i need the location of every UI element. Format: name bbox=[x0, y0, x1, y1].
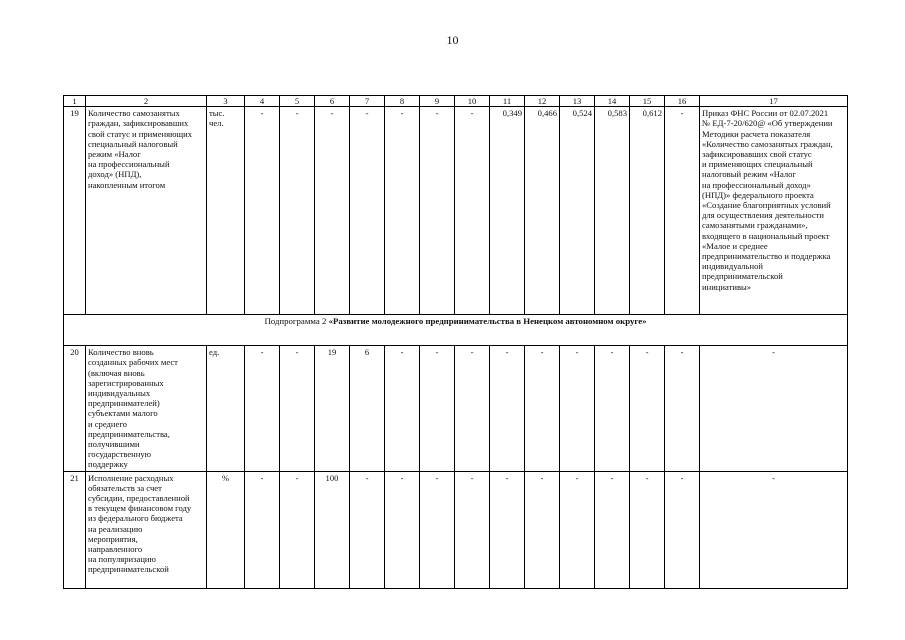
unit: % bbox=[207, 471, 245, 588]
value-cell: - bbox=[525, 471, 560, 588]
value-cell: - bbox=[420, 346, 455, 471]
value-cell: - bbox=[455, 471, 490, 588]
header-cell: 1 bbox=[64, 96, 86, 107]
value-cell: - bbox=[245, 471, 280, 588]
source-document: - bbox=[700, 346, 848, 471]
table-row bbox=[64, 346, 848, 471]
value-cell: 100 bbox=[315, 471, 350, 588]
subprogram-row bbox=[64, 315, 848, 346]
header-cell: 16 bbox=[665, 96, 700, 107]
header-cell: 3 bbox=[207, 96, 245, 107]
value-cell: 19 bbox=[315, 346, 350, 471]
value-cell: 0,612 bbox=[630, 107, 665, 315]
header-cell: 7 bbox=[350, 96, 385, 107]
value-cell: - bbox=[280, 346, 315, 471]
source-document: Приказ ФНС России от 02.07.2021 № ЕД-7-20/620@ «Об утверждении Методики расчета показателя «Количество самозанятых граждан, зафиксировавших свой статус и применяющих специальный налоговый режим «Налог на профессиональный доход» (НПД)» федерального проекта «Создание благоприятных условий для осуществления деятельности самозанятыми гражданами», входящего в национальный проект «Малое и среднее предпринимательство и поддержка индивидуальной предпринимательской инициативы» bbox=[700, 107, 848, 315]
value-cell: - bbox=[350, 471, 385, 588]
header-cell: 2 bbox=[86, 96, 207, 107]
source-document: - bbox=[700, 471, 848, 588]
header-cell: 4 bbox=[245, 96, 280, 107]
header-cell: 9 bbox=[420, 96, 455, 107]
value-cell: - bbox=[420, 107, 455, 315]
header-cell: 17 bbox=[700, 96, 848, 107]
value-cell: 0,583 bbox=[595, 107, 630, 315]
value-cell: - bbox=[280, 107, 315, 315]
indicator-name: Исполнение расходных обязательств за счет субсидии, предоставленной в текущем финансовом году из федерального бюджета на реализацию мероприятия, направленного на популяризацию предпринимательской bbox=[86, 471, 207, 588]
value-cell: - bbox=[420, 471, 455, 588]
value-cell: 0,466 bbox=[525, 107, 560, 315]
unit: тыс. чел. bbox=[207, 107, 245, 315]
indicator-name: Количество вновь созданных рабочих мест (включая вновь зарегистрированных индивидуальных предпринимателей) субъектами малого и среднего предпринимательства, получившими государственную поддержку bbox=[86, 346, 207, 471]
value-cell: - bbox=[560, 346, 595, 471]
value-cell: - bbox=[245, 346, 280, 471]
row-number: 20 bbox=[64, 346, 86, 471]
value-cell: 6 bbox=[350, 346, 385, 471]
value-cell: - bbox=[280, 471, 315, 588]
indicator-name: Количество самозанятых граждан, зафиксировавших свой статус и применяющих специальный налоговый режим «Налог на профессиональный доход» (НПД), накопленным итогом bbox=[86, 107, 207, 315]
table-row bbox=[64, 107, 848, 315]
header-cell: 8 bbox=[385, 96, 420, 107]
header-cell: 10 bbox=[455, 96, 490, 107]
value-cell: - bbox=[315, 107, 350, 315]
header-cell: 12 bbox=[525, 96, 560, 107]
subprogram-title: «Развитие молодежного предпринимательства в Ненецком автономном округе» bbox=[328, 316, 647, 327]
header-cell: 6 bbox=[315, 96, 350, 107]
subprogram-heading bbox=[64, 315, 848, 346]
value-cell: - bbox=[560, 471, 595, 588]
value-cell: - bbox=[385, 107, 420, 315]
value-cell: - bbox=[630, 346, 665, 471]
row-number: 19 bbox=[64, 107, 86, 315]
value-cell: - bbox=[630, 471, 665, 588]
header-cell: 14 bbox=[595, 96, 630, 107]
indicators-table bbox=[63, 95, 848, 589]
value-cell: - bbox=[385, 346, 420, 471]
column-number-header-row bbox=[64, 96, 848, 107]
value-cell: - bbox=[665, 346, 700, 471]
unit: ед. bbox=[207, 346, 245, 471]
value-cell: - bbox=[350, 107, 385, 315]
subprogram-prefix: Подпрограмма 2 bbox=[264, 316, 329, 327]
value-cell: - bbox=[665, 471, 700, 588]
header-cell: 5 bbox=[280, 96, 315, 107]
value-cell: - bbox=[455, 346, 490, 471]
header-cell: 11 bbox=[490, 96, 525, 107]
value-cell: 0,524 bbox=[560, 107, 595, 315]
value-cell: - bbox=[595, 346, 630, 471]
value-cell: 0,349 bbox=[490, 107, 525, 315]
row-number: 21 bbox=[64, 471, 86, 588]
value-cell: - bbox=[385, 471, 420, 588]
value-cell: - bbox=[245, 107, 280, 315]
value-cell: - bbox=[490, 346, 525, 471]
value-cell: - bbox=[595, 471, 630, 588]
value-cell: - bbox=[455, 107, 490, 315]
header-cell: 15 bbox=[630, 96, 665, 107]
value-cell: - bbox=[490, 471, 525, 588]
table-row bbox=[64, 471, 848, 588]
page-number: 10 bbox=[446, 33, 459, 47]
header-cell: 13 bbox=[560, 96, 595, 107]
value-cell: - bbox=[525, 346, 560, 471]
value-cell: - bbox=[665, 107, 700, 315]
